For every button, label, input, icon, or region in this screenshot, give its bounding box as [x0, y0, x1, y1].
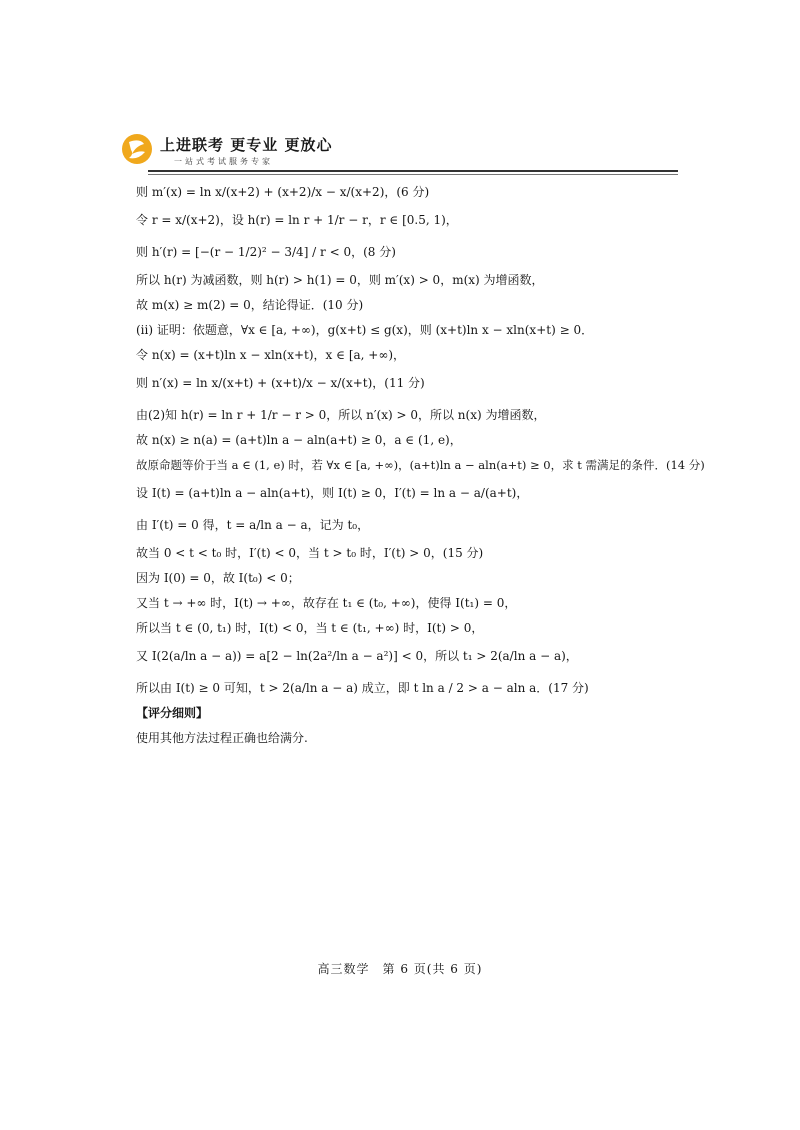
logo-icon: [120, 132, 154, 166]
solution-line: 又当 t → +∞ 时，I(t) → +∞，故存在 t₁ ∈ (t₀, +∞)，使得 I(t₁) = 0，: [136, 596, 517, 610]
solution-line: 所以 h(r) 为减函数，则 h(r) > h(1) = 0，则 m′(x) > 0，m(x) 为增函数，: [136, 273, 544, 287]
solution-line: (ii) 证明：依题意，∀x ∈ [a, +∞)，g(x+t) ≤ g(x)，则 (x+t)ln x − xln(x+t) ≥ 0．: [136, 323, 594, 337]
solution-line: 设 I(t) = (a+t)ln a − aln(a+t)，则 I(t) ≥ 0，I′(t) = ln a − a/(a+t)，: [136, 486, 529, 500]
solution-line: 故 m(x) ≥ m(2) = 0，结论得证．(10 分): [136, 298, 364, 312]
grading-notes-text: 使用其他方法过程正确也给满分.: [136, 731, 308, 745]
page-footer: 高三数学 第 6 页(共 6 页): [317, 962, 483, 976]
brand-slogan: 一站式考试服务专家: [174, 157, 273, 166]
grading-notes-heading: 【评分细则】: [136, 706, 209, 720]
solution-line: 故当 0 < t < t₀ 时，I′(t) < 0，当 t > t₀ 时，I′(t) > 0，(15 分): [136, 546, 484, 560]
solution-line: 所以当 t ∈ (0, t₁) 时，I(t) < 0，当 t ∈ (t₁, +∞) 时，I(t) > 0，: [136, 621, 484, 635]
header: [120, 128, 680, 176]
header-rule-thin: [148, 174, 678, 175]
solution-line: 则 n′(x) = ln x/(x+t) + (x+t)/x − x/(x+t)，(11 分): [136, 376, 425, 390]
solution-line: 因为 I(0) = 0，故 I(t₀) < 0；: [136, 571, 300, 585]
solution-line: 则 m′(x) = ln x/(x+2) + (x+2)/x − x/(x+2)，(6 分): [136, 185, 430, 199]
solution-line: 由(2)知 h(r) = ln r + 1/r − r > 0，所以 n′(x) > 0，所以 n(x) 为增函数，: [136, 408, 546, 422]
header-rule: [148, 170, 678, 172]
brand-title: 上进联考 更专业 更放心: [160, 136, 333, 154]
solution-body: [136, 184, 705, 746]
solution-line: 又 I(2(a/ln a − a)) = a[2 − ln(2a²/ln a − a²)] < 0，所以 t₁ > 2(a/ln a − a)，: [136, 649, 578, 663]
solution-line: 故原命题等价于当 a ∈ (1, e) 时，若 ∀x ∈ [a, +∞)，(a+t)ln a − aln(a+t) ≥ 0，求 t 需满足的条件．(14 分): [136, 458, 705, 472]
solution-line: 令 r = x/(x+2)，设 h(r) = ln r + 1/r − r，r ∈ [0.5, 1)，: [136, 213, 458, 227]
solution-line: 则 h′(r) = [−(r − 1/2)² − 3/4] / r < 0，(8 分): [136, 245, 396, 259]
solution-line: 令 n(x) = (x+t)ln x − xln(x+t)，x ∈ [a, +∞)，: [136, 348, 406, 362]
solution-line: 所以由 I(t) ≥ 0 可知，t > 2(a/ln a − a) 成立，即 t ln a / 2 > a − aln a．(17 分): [136, 681, 589, 695]
solution-line: 故 n(x) ≥ n(a) = (a+t)ln a − aln(a+t) ≥ 0，a ∈ (1, e)，: [136, 433, 462, 447]
solution-line: 由 I′(t) = 0 得，t = a/ln a − a，记为 t₀，: [136, 518, 370, 532]
